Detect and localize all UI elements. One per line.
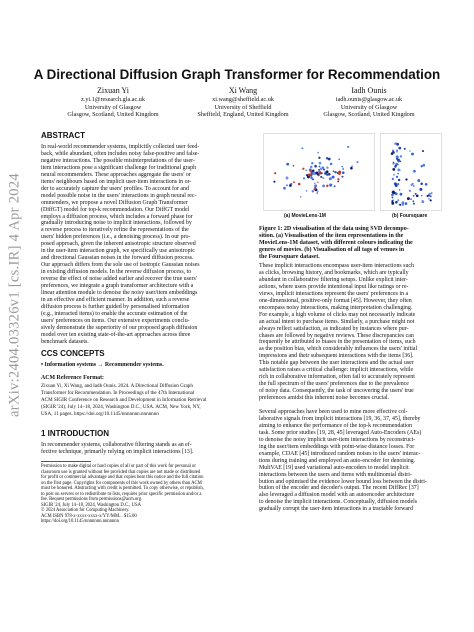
scatter-point xyxy=(410,198,412,200)
author-address: Sheffield, England, United Kingdom xyxy=(197,111,289,119)
scatter-point xyxy=(342,176,344,178)
scatter-point xyxy=(293,181,295,183)
scatter-point xyxy=(306,174,308,176)
scatter-point xyxy=(330,163,333,166)
scatter-point xyxy=(350,167,353,170)
scatter-point xyxy=(391,152,394,155)
scatter-point xyxy=(286,163,289,166)
scatter-point xyxy=(298,183,301,186)
scatter-point xyxy=(273,181,275,183)
paper-title: A Directional Diffusion Graph Transformer for Recommendation xyxy=(33,67,441,82)
scatter-point xyxy=(392,168,395,171)
scatter-point xyxy=(283,187,286,190)
scatter-point xyxy=(308,173,311,176)
figure-1a-movielens-plot xyxy=(263,133,375,211)
abstract-heading: ABSTRACT xyxy=(41,131,85,140)
scatter-point xyxy=(303,177,305,179)
scatter-point xyxy=(396,143,399,146)
intro-right-paragraph-2: Several approaches have been used to mine more effective col- laborative signals from implicit interactions [19, 36, 37, 45], thereby aiming to enhance the performance of the top-k recommendation task. Some prior studies [19, 28, 45] leveraged Auto-Encoders (AEs) to denoise the noisy implicit user-item interactions by reconstruct- ing the user/item embeddings with point-wise distance losses. For example, CDAE [45] introduced random noises to the users' interac- tions during training and employed an auto-encoder for denoising. MultVAE [19] used variational auto-encoders to model implicit interactions between the users and items with multinomial distri- bution and optimised the evidence lower bound loss between the distri- bution of the encoder and decoder's output. The recent DiffRec [37] also leveraged a diffusion model with an autoencoder architecture to denoise the implicit interactions. Conceptually, diffusion models gradually corrupt the user-item interactions in a tractable forward xyxy=(259,409,427,513)
scatter-point xyxy=(347,146,349,148)
arxiv-stamp-text: arXiv:2404.03326v1 [cs.IR] 4 Apr 2024 xyxy=(6,173,23,417)
author-name: Xi Wang xyxy=(228,86,258,95)
scatter-point xyxy=(338,158,340,160)
scatter-point xyxy=(430,199,432,201)
scatter-point xyxy=(337,181,339,183)
figure-1b-label: (b) Foursquare xyxy=(392,213,428,219)
figure-1a-label: (a) MovieLens-1M xyxy=(284,213,326,219)
scatter-point xyxy=(320,168,322,170)
scatter-point xyxy=(310,170,313,173)
scatter-point xyxy=(416,194,419,197)
scatter-point xyxy=(317,152,319,154)
acm-ref-text: Zixuan Yi, Xi Wang, and Iadh Ounis. 2024. A Directional Diffusion Graph Transformer for Recommendation. In Proceedings of the 47th International ACM SIGIR Conference on Research and Development in Information Retrieval (SIGIR '24), July 14–18, 2024, Washington D.C., USA. ACM, New York, NY, USA, 11 pages. https://doi.org/10.1145/nnnnnnn.nnnnnnn xyxy=(41,383,207,417)
author-name: Zixuan Yi xyxy=(97,86,129,95)
scatter-point xyxy=(317,182,318,183)
scatter-point xyxy=(398,147,401,150)
scatter-point xyxy=(320,176,322,178)
scatter-point xyxy=(397,168,400,171)
scatter-point xyxy=(420,183,423,186)
scatter-point xyxy=(411,153,414,156)
scatter-point xyxy=(392,197,394,199)
scatter-point xyxy=(398,179,400,181)
scatter-point xyxy=(397,158,400,161)
scatter-point xyxy=(315,171,318,174)
scatter-point xyxy=(356,161,358,163)
scatter-point xyxy=(316,192,317,193)
scatter-point xyxy=(396,155,399,158)
figure-1b-foursquare-plot xyxy=(380,133,442,211)
scatter-point xyxy=(326,166,328,168)
footnote-divider xyxy=(41,461,91,462)
scatter-point xyxy=(391,194,394,197)
scatter-point xyxy=(400,193,403,196)
scatter-point xyxy=(342,171,345,174)
scatter-point xyxy=(395,201,398,204)
scatter-point xyxy=(409,190,411,192)
scatter-point xyxy=(419,188,422,191)
scatter-point xyxy=(334,185,336,187)
scatter-point xyxy=(395,165,397,167)
scatter-point xyxy=(421,200,424,203)
scatter-point xyxy=(426,195,428,197)
scatter-point xyxy=(326,185,328,187)
acm-ref-heading: ACM Reference Format: xyxy=(41,375,105,381)
scatter-point xyxy=(428,198,430,200)
scatter-point xyxy=(342,166,344,168)
scatter-point xyxy=(302,168,304,170)
scatter-point xyxy=(395,183,397,185)
author-affiliation: University of Glasgow xyxy=(340,103,398,111)
scatter-point xyxy=(417,179,420,182)
scatter-point xyxy=(286,177,289,180)
scatter-point xyxy=(314,165,317,168)
scatter-point xyxy=(421,165,423,167)
scatter-point xyxy=(413,170,415,172)
scatter-point xyxy=(422,150,424,152)
author-address: Glasgow, Scotland, United Kingdom xyxy=(67,111,159,119)
scatter-point xyxy=(392,178,394,180)
scatter-point xyxy=(402,204,404,206)
scatter-point xyxy=(312,190,314,192)
intro-text: In recommender systems, collaborative filtering stands as an ef- fective technique, primarily relying on implicit interactions [13]. xyxy=(41,442,194,455)
scatter-point xyxy=(415,193,417,195)
scatter-point xyxy=(392,201,394,203)
permission-notice: Permission to make digital or hard copies of all or part of this work for personal or classroom use is granted without fee provided that copies are not made or distributed for profit or commercial advantage and that copies bear this notice and the full citation on the first page. Copyrights for components of this work owned by others than ACM must be honored. Abstracting with credit is permitted. To copy otherwise, or republish, to post on servers or to redistribute to lists, requires prior specific permission and/or a fee. Request permissions from permissions@acm.org. SIGIR '24, July 14–18, 2024, Washington D.C., USA © 2024 Association for Computing Machinery. ACM ISBN 978-x-xxxx-xxxx-x/YY/MM... $15.00 https://doi.org/10.1145/nnnnnnn.nnnnnnn xyxy=(41,464,204,525)
scatter-point xyxy=(318,169,320,171)
scatter-point xyxy=(319,172,322,175)
scatter-point xyxy=(314,182,316,184)
author-affiliation: University of Glasgow xyxy=(84,103,142,111)
scatter-point xyxy=(407,197,410,200)
scatter-point xyxy=(413,203,415,205)
ccs-heading: CCS CONCEPTS xyxy=(41,349,105,358)
scatter-point xyxy=(342,168,344,170)
author-block-2 xyxy=(183,86,303,119)
scatter-point xyxy=(337,178,339,180)
scatter-point xyxy=(425,183,428,186)
scatter-point xyxy=(313,172,316,175)
scatter-point xyxy=(322,177,324,179)
scatter-point xyxy=(409,150,411,152)
scatter-point xyxy=(397,173,399,175)
scatter-point xyxy=(413,200,415,202)
scatter-point xyxy=(319,162,322,165)
scatter-point xyxy=(301,147,303,149)
scatter-point xyxy=(396,149,398,151)
scatter-point xyxy=(430,192,432,194)
scatter-point xyxy=(397,164,398,165)
scatter-point xyxy=(319,166,321,168)
scatter-point xyxy=(411,184,413,186)
scatter-point xyxy=(306,190,308,192)
scatter-point xyxy=(286,184,288,186)
scatter-point xyxy=(413,195,415,197)
scatter-point xyxy=(329,177,332,180)
scatter-point xyxy=(404,148,406,150)
scatter-point xyxy=(399,160,401,162)
scatter-point xyxy=(305,170,307,172)
author-affiliation: University of Sheffield xyxy=(214,103,272,111)
scatter-point xyxy=(422,164,425,167)
abstract-text: In real-world recommender systems, implicitly collected user feed- back, while abundant, often includes noisy false-positive and false- negative interactions. The possible misinterpretations of the user- item interactions pose a significant challenge for traditional graph neural recommenders. These approaches aggregate the users' or items' neighbours based on implicit user-item interactions in or- der to accurately capture the users' profiles. To account for and model possible noise in the users' interactions in graph neural rec- ommenders, we propose a novel Diffusion Graph Transformer (DiffGT) model for top-k recommendation. Our DiffGT model employs a diffusion process, which includes a forward phase for gradually introducing noise to implicit interactions, followed by a reverse process to iteratively refine the representations of the users' hidden preferences (i.e., a denoising process). In our pro- posed approach, given the inherent anisotropic structure observed in the user-item interaction graph, we specifically use anisotropic and directional Gaussian noises in the forward diffusion process. Our approach differs from the sole use of isotropic Gaussian noises in existing diffusion models. In the reverse diffusion process, to reverse the effect of noise added earlier and recover the true users' preferences, we integrate a graph transformer architecture with a linear attention module to denoise the noisy user/item embeddings in an effective and efficient manner. In addition, such a reverse diffusion process is further guided by personalised information (e.g., interacted items) to enable the accurate estimation of the users' preferences on items. Our extensive experiments conclu- sively demonstrate the superiority of our proposed graph diffusion model over ten existing state-of-the-art approaches across three benchmark datasets. xyxy=(41,144,200,345)
scatter-point xyxy=(289,184,292,187)
author-block-1 xyxy=(58,86,168,119)
author-email[interactable]: iadh.ounis@glasgow.ac.uk xyxy=(335,96,403,103)
scatter-point xyxy=(399,204,401,206)
scatter-point xyxy=(393,162,395,164)
scatter-point xyxy=(318,157,320,159)
scatter-point xyxy=(394,143,396,145)
intro-right-paragraph-1: These implicit interactions encompass user-item interactions such as clicks, browsing history, and bookmarks, which are typically abundant in collaborative filtering setups. Unlike explicit inter- actions, where users provide intentional input like ratings or re- views, implicit interactions represent the users' preferences in a one-dimensional, positive-only format [45]. However, they often encompass noisy interactions, making interpretation challenging. For example, a high volume of clicks may not necessarily indicate an actual intent to purchase items. Similarly, a purchase might not always reflect satisfaction, as indicated by instances where pur- chases are followed by negative reviews. These discrepancies can frequently be attributed to biases in the presentation of items, such as the position bias, which considerably influences the users' initial impressions and their subsequent interactions with the items [36]. This notable gap between the user interactions and the actual user satisfaction raises a critical challenge: implicit interactions, while rich in collaborative information, often fail to accurately represent the full spectrum of the users' preferences due to the prevalence of noisy data. Consequently, the task of uncovering the users' true preferences amidst this inherent noise becomes crucial. xyxy=(259,263,418,402)
scatter-point xyxy=(326,173,328,175)
scatter-point xyxy=(334,171,336,173)
scatter-point xyxy=(351,165,353,167)
scatter-point xyxy=(274,172,276,174)
scatter-point xyxy=(400,155,402,157)
ccs-concepts: • Information systems → Recommender systems. xyxy=(41,362,164,368)
scatter-point xyxy=(323,168,325,170)
scatter-point xyxy=(430,196,432,198)
scatter-point xyxy=(332,176,335,179)
scatter-point xyxy=(317,190,319,192)
scatter-point xyxy=(405,178,407,180)
intro-heading: 1 INTRODUCTION xyxy=(41,429,109,438)
scatter-point xyxy=(322,185,325,188)
author-address: Glasgow, Scotland, United Kingdom xyxy=(323,111,415,119)
scatter-point xyxy=(405,202,408,205)
scatter-point xyxy=(326,157,328,159)
scatter-point xyxy=(402,201,405,204)
scatter-point xyxy=(399,189,401,191)
scatter-point xyxy=(396,176,398,178)
scatter-point xyxy=(329,183,331,185)
scatter-point xyxy=(310,166,313,169)
author-name: Iadh Ounis xyxy=(351,86,387,95)
scatter-point xyxy=(397,183,399,185)
scatter-point xyxy=(392,190,395,193)
scatter-point xyxy=(314,188,316,190)
scatter-point xyxy=(333,170,335,172)
scatter-point xyxy=(397,199,399,201)
arxiv-stamp xyxy=(4,130,26,460)
scatter-point xyxy=(311,162,313,164)
scatter-point xyxy=(337,172,339,174)
scatter-point xyxy=(396,151,397,152)
scatter-point xyxy=(395,192,398,195)
author-block-3 xyxy=(314,86,424,119)
scatter-point xyxy=(293,165,295,167)
scatter-point xyxy=(310,177,313,180)
scatter-point xyxy=(393,174,395,176)
figure-1-caption: Figure 1: 2D visualisation of the data using SVD decompo- sition. (a) Visualisation of the item representations in the MovieLens-1M dataset, with different colours indicating the genres of movies. (b) Visualisation of all tags of venues in the Foursquare dataset. xyxy=(259,226,413,261)
scatter-point xyxy=(413,185,415,187)
scatter-point xyxy=(300,196,302,198)
author-email[interactable]: xi.wang@sheffield.ac.uk xyxy=(212,96,274,103)
author-email[interactable]: z.yi.1@research.gla.ac.uk xyxy=(81,96,145,103)
scatter-point xyxy=(421,195,423,197)
scatter-point xyxy=(314,184,317,187)
